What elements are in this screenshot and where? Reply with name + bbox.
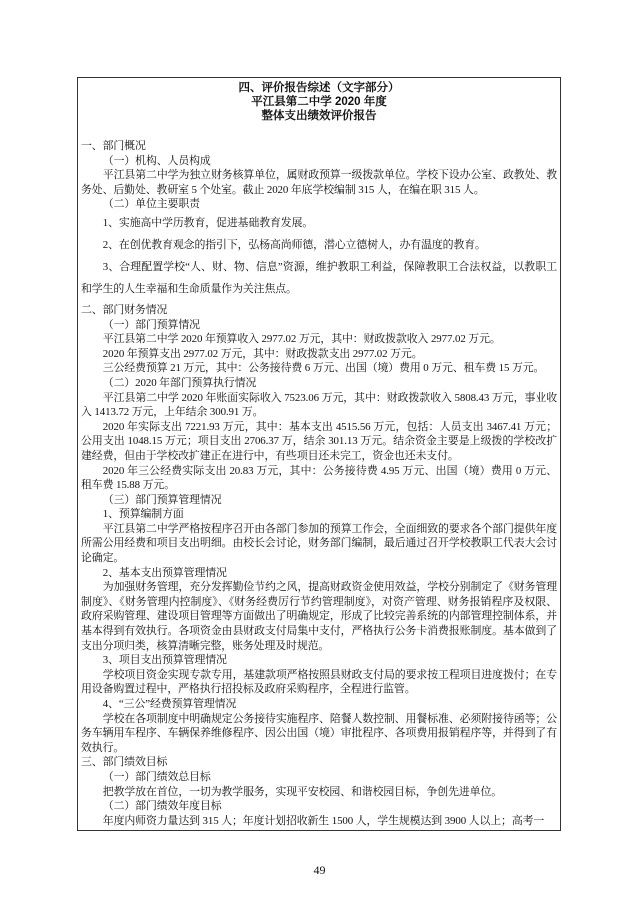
subheading: （一）部门绩效总目标 (102, 770, 211, 783)
body-paragraph: 平江县第二中学 2020 年账面实际收入 7523.06 万元，其中：财政拨款收入 5808.43 万元，事业收入 1413.72 万元，上年结余 300.91 万。 (81, 391, 557, 419)
item-heading: 2、基本支出预算管理情况 (102, 566, 227, 579)
subheading: （二）2020 年部门预算执行情况 (102, 376, 257, 389)
body-paragraph: 把教学放在首位，一切为教学服务，实现平安校园、和谐校园目标，争创先进单位。 (102, 785, 503, 798)
body-paragraph: 2020 年实际支出 7221.93 万元，其中：基本支出 4515.56 万元，包括：人员支出 3467.41 万元；公用支出 1048.15 万元；项目支出 2706.37 万，结余 301.13 万元。结余资金主要是上级拨的学校改扩建经费，但由于学校改扩建正在进行中，有些项目还未完工，资金也还未支付。 (81, 420, 557, 462)
section-heading-3: 三、部门绩效目标 (81, 756, 168, 769)
body-paragraph: 2020 年三公经费实际支出 20.83 万元，其中：公务接待费 4.95 万元、出国（境）费用 0 万元、租车费 15.88 万元。 (81, 464, 557, 492)
body-paragraph: 2020 年预算支出 2977.02 万元，其中：财政拨款支出 2977.02 万元。 (102, 347, 423, 360)
body-paragraph: 学校在各项制度中明确规定公务接待实施程序、陪餐人数控制、用餐标准、必须附接待函等；公务车辆用车程序、车辆保养维修程序、因公出国（境）审批程序、各项费用报销程序等，并得到了有效执行。 (81, 712, 557, 754)
section-heading: 四、评价报告综述（文字部分） (238, 82, 400, 94)
subheading: （二）部门绩效年度目标 (102, 800, 222, 813)
report-frame (77, 77, 561, 831)
body-paragraph: 年度内师资力量达到 315 人；年度计划招收新生 1500 人，学生规模达到 3900 人以上；高考一 (102, 814, 545, 827)
report-title-line1: 平江县第二中学 2020 年度 (251, 96, 387, 108)
subheading: （二）单位主要职责 (102, 198, 200, 211)
report-title-line2: 整体支出绩效评价报告 (261, 110, 377, 122)
duty-item: 1、实施高中学历教育，促进基础教育发展。 (102, 216, 314, 229)
body-paragraph: 平江县第二中学严格按程序召开由各部门参加的预算工作会，全面细致的要求各个部门提供年度所需公用经费和项目支出明细。由校长会讨论，财务部门编制，最后通过召开学校教职工代表大会讨论确定。 (81, 522, 557, 565)
page-number: 49 (313, 863, 326, 878)
report-body (78, 139, 560, 830)
page-wrapper (77, 77, 562, 878)
item-heading: 1、预算编制方面 (102, 508, 184, 521)
body-paragraph: 平江县第二中学 2020 年预算收入 2977.02 万元，其中：财政拨款收入 2977.02 万元。 (102, 333, 501, 346)
section-heading-2: 二、部门财务情况 (81, 303, 168, 316)
body-paragraph: 学校项目资金实现专款专用，基建款项严格按照县财政支付局的要求按工程项目进度拨付；在专用设备购置过程中，严格执行招投标及政府采购程序，全程进行监管。 (81, 668, 557, 696)
subheading: （一）机构、人员构成 (102, 154, 211, 167)
body-paragraph: 平江县第二中学为独立财务核算单位，属财政预算一级拨款单位。学校下设办公室、政教处、教务处、后勤处、教研室 5 个处室。截止 2020 年底学校编制 315 人，在编在职 315 人。 (81, 169, 557, 196)
body-paragraph: 三公经费预算 21 万元，其中：公务接待费 6 万元、出国（境）费用 0 万元、租车费 15 万元。 (102, 362, 545, 375)
item-heading: 3、项目支出预算管理情况 (102, 654, 227, 667)
item-heading: 4、“三公”经费预算管理情况 (102, 698, 237, 710)
section-heading-1: 一、部门概况 (81, 140, 146, 152)
body-paragraph: 为加强财务管理，充分发挥勤俭节约之风，提高财政资金使用效益，学校分别制定了《财务管理制度》、《财务管理内控制度》、《财务经费厉行节约管理制度》，对资产管理、财务报销程序及权限、政府采购管理、建设项目管理等方面做出了明确规定，形成了比较完善系统的内部管理控制体系，并基本得到有效执行。各项资金由县财政支付局集中支付，严格执行公务卡消费报账制度。基本做到了支出分项归类，核算清晰完整，账务处理及时规范。 (81, 581, 557, 652)
duty-item: 2、在创优教育观念的指引下，弘杨高尚师德，潜心立德树人，办有温度的教育。 (102, 238, 486, 251)
subheading: （一）部门预算情况 (102, 318, 200, 331)
duty-item: 3、合理配置学校“人、财、物、信息”资源，维护教职工利益，保障教职工合法权益，以教职工和学生的人生幸福和生命质量作为关注焦点。 (81, 260, 557, 295)
subheading: （三）部门预算管理情况 (102, 493, 222, 506)
